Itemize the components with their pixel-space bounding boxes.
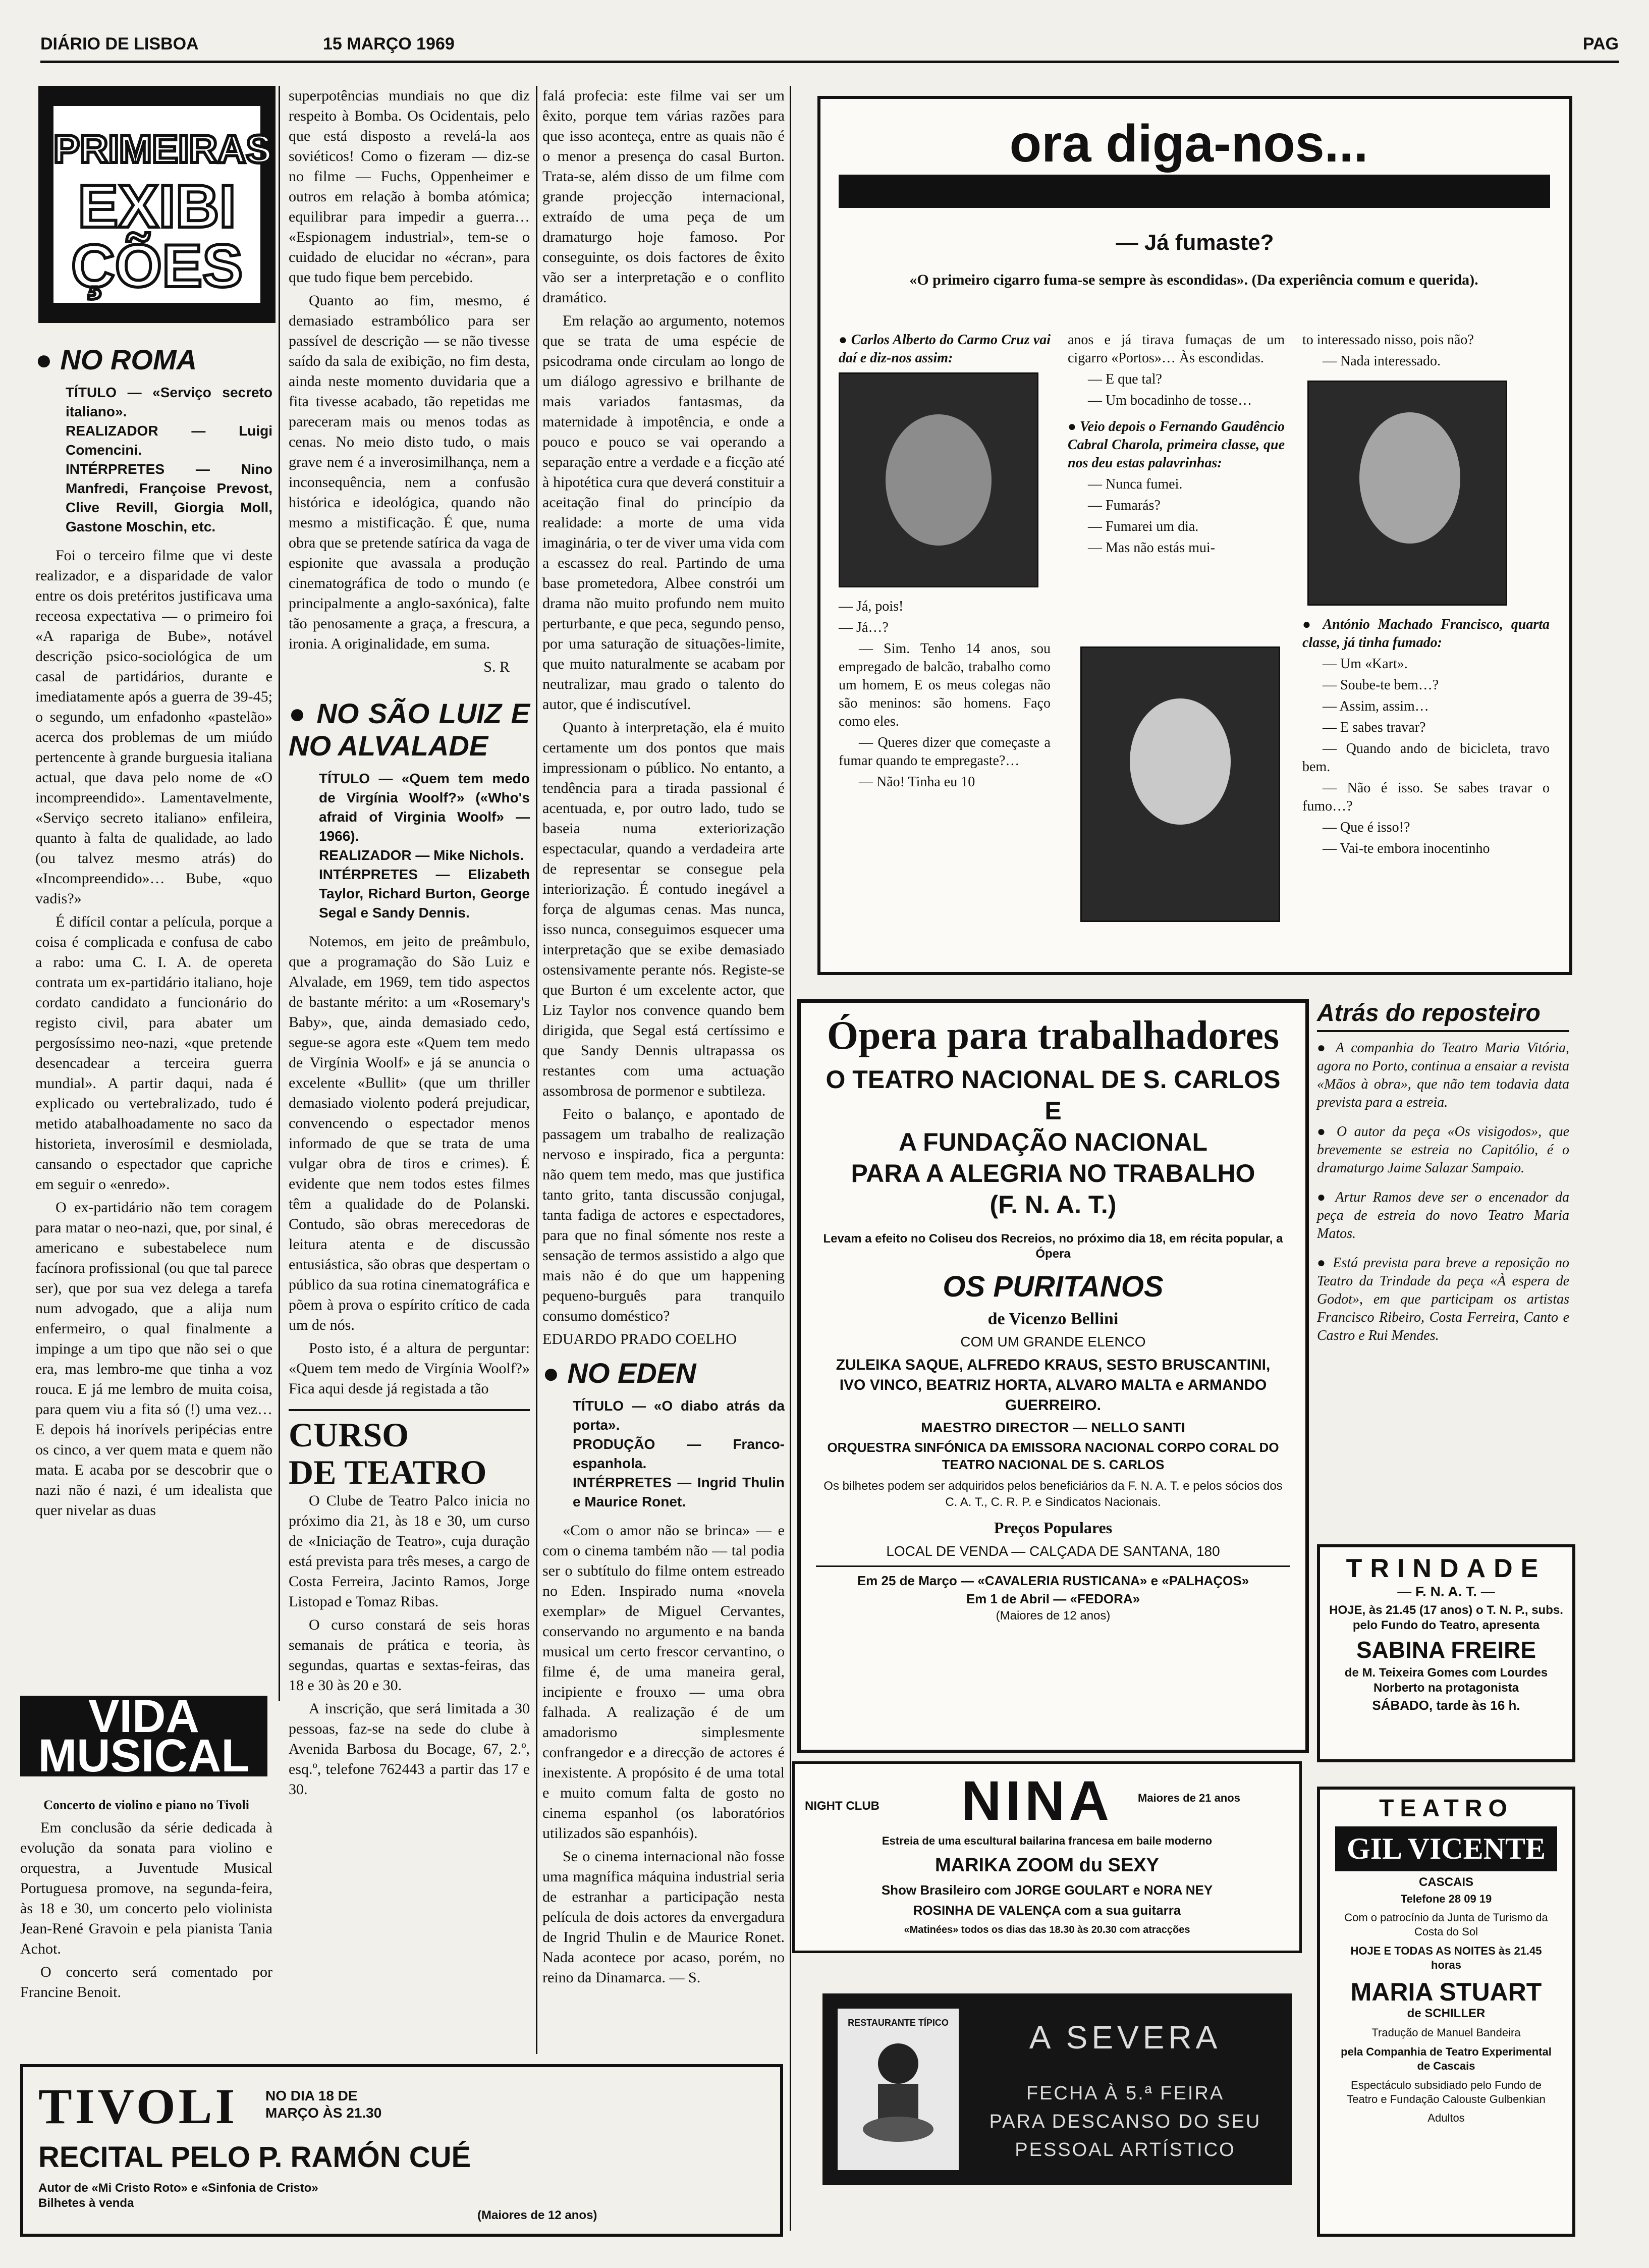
signature: EDUARDO PRADO COELHO bbox=[542, 1331, 737, 1347]
play-title: MARIA STUART bbox=[1350, 1978, 1542, 2006]
feature-title: ora diga-nos... bbox=[1009, 115, 1368, 173]
column-rule bbox=[536, 86, 537, 2054]
interview-3: to interessado nisso, pois não? — Nada interessado. ● António Machado Francisco, quarta classe, já tinha fumado: — Um «Kart». — Soube-te bem…? — Assim, assim… — E sabes travar? — Quando ando de bicicleta, travo bem. — Não é isso. Se sabes travar o fumo…? — Que é isso!? — Vai-te embora inocentinho bbox=[1302, 332, 1550, 856]
opera-name: OS PURITANOS bbox=[943, 1270, 1164, 1303]
logo-line: ÇÕES bbox=[71, 232, 243, 300]
maestro: MAESTRO DIRECTOR — NELLO SANTI bbox=[921, 1420, 1185, 1435]
article-paragraph: O Clube de Teatro Palco inicia no próximo dia 21, às 18 e 30, um curso de «Iniciação de Teatro», cuja duração está prevista para três meses, a cargo de Costa Ferreira, Jacinto Ramos, Jorge Listopad e Tomaz Ribas. bbox=[289, 1492, 530, 1610]
vida-musical-article bbox=[20, 1797, 272, 2006]
ad-title: Ópera para trabalhadores bbox=[827, 1013, 1280, 1058]
age-rating: (Maiores de 12 anos) bbox=[477, 2208, 597, 2222]
column-rule bbox=[790, 86, 791, 2231]
interviewee-photo bbox=[1080, 646, 1280, 922]
next-performance: Em 25 de Março — «CAVALERIA RUSTICANA» e «PALHAÇOS» bbox=[857, 1573, 1249, 1588]
review-paragraph: falá profecia: este filme vai ser um êxito, porque tem várias razões para que isso aconteça, entre as quais não é o menor a presença do casal Burton. Trata-se, além disso de um filme com grande projecção internacional, extraído de uma peça de um dramaturgo hoje famoso. Por conseguinte, os dois factores de êxito vão ser a interpretação e o conflito dramático. bbox=[542, 87, 785, 306]
vida-musical-logo: VIDA MUSICAL bbox=[20, 1696, 267, 1776]
logo-line: PRIMEIRAS bbox=[53, 127, 272, 171]
logo-line: EXIBI bbox=[78, 173, 236, 240]
interviewee-intro: ● Carlos Alberto do Carmo Cruz vai daí e diz-nos assim: bbox=[839, 332, 1051, 366]
article-paragraph: A inscrição, que será limitada a 30 pessoas, faz-se na sede do clube à Avenida Barbosa du Bocage, 67, 2.º, esq.º, telefone 762443 a partir das 17 e 30. bbox=[289, 1700, 530, 1798]
curso-title: CURSO DE TEATRO bbox=[289, 1409, 530, 1491]
a-severa-ad bbox=[822, 1993, 1292, 2185]
page-header bbox=[40, 30, 1619, 63]
venue-type: NIGHT CLUB bbox=[805, 1799, 880, 1813]
next-performance: Em 1 de Abril — «FEDORA» bbox=[966, 1591, 1140, 1606]
interview-2: anos e já tirava fumaças de um cigarro «Portos»… Às escondidas. — E que tal? — Um bocadinho de tosse… ● Veio depois o Fernando Gaudêncio Cabral Charola, primeira classe, que nos deu estas palavrinhas: — Nunca fumei. — Fumarás? — Fumarei um dia. — Mas não estás mui- bbox=[1068, 332, 1285, 556]
feature-intro: «O primeiro cigarro fuma-se sempre às escondidas». (Da experiência comum e querida). bbox=[909, 272, 1478, 288]
review-paragraph: superpotências mundiais no que diz respeito à Bomba. Os Ocidentais, pelo que está disposto a revelá-la aos soviéticos! Como o fizeram — diz-se no filme — Fuchs, Oppenheimer e outros em relação à bomba atómica; equilibrar para impedir a guerra… «Espionagem industrial», tem-se o cuidado de elucidar no «écran», para que tudo fique bem percebido. bbox=[289, 87, 530, 286]
age-rating: Maiores de 21 anos bbox=[1138, 1792, 1240, 1804]
theatre-name: GIL VICENTE bbox=[1335, 1826, 1557, 1871]
composer: de Vicenzo Bellini bbox=[987, 1310, 1119, 1328]
prices: Preços Populares bbox=[994, 1519, 1113, 1537]
ad-lead: Levam a efeito no Coliseu dos Recreios, no próximo dia 18, em récita popular, a Ópera bbox=[823, 1232, 1283, 1261]
interviewee-photo bbox=[839, 372, 1038, 587]
news-item: ● Está prevista para breve a reposição no Teatro da Trindade da peça «À espera de Godot», em que participam os artistas Francisco Ribeiro, Costa Ferreira, Canto e Castro e Rui Mendes. bbox=[1317, 1255, 1569, 1343]
column-1 bbox=[35, 338, 272, 1524]
review-paragraph: O ex-partidário não tem coragem para matar o neo-nazi, que, por sinal, é americano e subestabelece num facínora profissional (ou que tal parece ser), que por sua vez delega a tarefa num advogado, que a alija num enfermeiro, o qual finalmente a impinge a um tipo que não sei o que era, mas lembro-me que tinha a voz rouca. E já me lembro de muita coisa, para quem viu a fita só (!) uma vez… E depois há inorívels peripécias entre os cinco, a ver quem mata e quem não mata. E acaba por se descobrir que o nazi não é nazi, é um idealista que quer nivelar as duas bbox=[35, 1199, 272, 1519]
review-paragraph: Foi o terceiro filme que vi deste realizador, e a disparidade de valor entre os dois pretéritos justificava uma receosa expectativa — o primeiro foi «A rapariga de Bube», notável descrição psico-sociológica de um casal de partidários, durante e imediatamente após a guerra de 39-45; o segundo, um enfadonho «pastelão» acerca dos problemas de um miúdo pertencente à grande burguesia italiana actual, que dava pelo nome de «O incompreendido». Lamentavelmente, «Serviço secreto italiano» enfileira, quanto à falta de qualidade, ao lado (ou talvez mesmo atrás) do «Incompreendido»… Bube, «quo vadis?» bbox=[35, 547, 272, 907]
interviewee-photo bbox=[1307, 381, 1507, 606]
review-paragraph: Feito o balanço, e apontado de passagem um trabalho de realização nervoso e inspirado, fica a pergunta: não quem tem medo, mas que justifica tanto grito, tanta discussão conjugal, tanta fadiga de actores e espectadores, para que no final sómente nos reste a sensação de termos assistido a algo que mais não é do que um happening pequeno-burguês para tranquilo consumo doméstico? bbox=[542, 1106, 785, 1324]
review-paragraph: Posto isto, é a altura de perguntar: «Quem tem medo de Virgínia Woolf?» Fica aqui desde já registada a tão bbox=[289, 1340, 530, 1397]
issue-date: 15 MARÇO 1969 bbox=[323, 34, 455, 53]
club-name: NINA bbox=[961, 1770, 1113, 1832]
restaurant-emblem: RESTAURANTE TÍPICO bbox=[838, 2009, 959, 2170]
section-caption-eden: ● NO EDEN bbox=[542, 1357, 696, 1389]
section-caption-roma: ● NO ROMA bbox=[35, 344, 197, 375]
review-paragraph: Se o cinema internacional não fosse uma magnífica máquina industrial seria de estranhar a participação nesta película de dois actores da envergadura de Ingrid Thulin e de Maurice Ronet. Nada acontece por acaso, porém, no reino da Dinamarca. — S. bbox=[542, 1848, 785, 1986]
news-item: ● Artur Ramos deve ser o encenador da peça de estreia do novo Teatro Maria Matos. bbox=[1317, 1190, 1569, 1241]
cast-heading: COM UM GRANDE ELENCO bbox=[960, 1334, 1146, 1349]
column-2 bbox=[289, 86, 530, 1803]
restaurant-name: A SEVERA bbox=[1029, 2019, 1222, 2056]
nina-nightclub-ad: NIGHT CLUB NINA Maiores de 21 anos Estreia de uma escultural bailarina francesa em baile moderno MARIKA ZOOM du SEXY Show Brasileiro com JORGE GOULART e NORA NEY ROSINHA DE VALENÇA com a sua guitarra «Matinées» todos os dias das 18.30 às 20.30 com atracções bbox=[792, 1761, 1302, 1953]
orchestra: ORQUESTRA SINFÓNICA DA EMISSORA NACIONAL CORPO CORAL DO TEATRO NACIONAL DE S. CARLOS bbox=[827, 1440, 1279, 1472]
ticket-info: Os bilhetes podem ser adquiridos pelos beneficiários da F. N. A. T. e pelos sócios dos C. A. T., C. R. P. e Sindicatos Nacionais. bbox=[823, 1479, 1283, 1509]
news-item: ● A companhia do Teatro Maria Vitória, agora no Porto, continua a ensaiar a revista «Mãos à obra», que não tem todavia data prevista para a estreia. bbox=[1317, 1040, 1569, 1110]
review-paragraph: «Com o amor não se brinca» — e com o cinema também não — tal podia ser o subtítulo do filme ontem estreado no Eden. Inspirado numa «novela exemplar» de Miguel Cervantes, conservando no argumento e na banda musical um certo frescor cervantino, o filme é, de uma maneira geral, incipiente e frouxo — uma obra falhada. A realização é de um amadorismo simplesmente confrangedor e a direcção de actores é inexistente. A propósito é de uma total e muito comum falta de gosto no cinema espanhol (os laboratórios utilizados são espanhóis). bbox=[542, 1522, 785, 1842]
gil-vicente-ad: TEATRO GIL VICENTE CASCAIS Telefone 28 09 19 Com o patrocínio da Junta de Turismo da Costa do Sol HOJE E TODAS AS NOITES às 21.45 horas MARIA STUART de SCHILLER Tradução de Manuel Bandeira pela Companhia de Teatro Experimental de Cascais Espectáculo subsidiado pelo Fundo de Teatro e Fundação Calouste Gulbenkian Adultos bbox=[1317, 1787, 1575, 2237]
play-title: SABINA FREIRE bbox=[1356, 1637, 1536, 1663]
review-paragraph: É difícil contar a película, porque a coisa é complicada e confusa de cabo a rabo: uma C. I. A. de opereta contrata um ex-partidário italiano, hoje cordato candidato a funcionário do registo civil, para abater um pergosíssimo neo-nazi, «que pretende desencadear a terceira guerra mundial». A partir daqui, nada é explicado ou vertebralizado, tudo é metido atabalhoadamente no saco da historieta, inverosímil e desmiolada, cansando o espectador que capriche em seguir o «enredo». bbox=[35, 913, 272, 1193]
review-paragraph: Notemos, em jeito de preâmbulo, que a programação do São Luiz e Alvalade, em 1969, tem tido aspectos de bastante mérito: a um «Rosemary's Baby», que, ainda demasiado cedo, segue-se agora este «Quem tem medo de Virgínia Woolf» e já se anuncia o excelente «Bullit» (que um thriller demasiado violento poderá prejudicar, convencendo o espectador menos informado de que se trata de uma vulgar obra de tiros e crimes). É evidente que nem todos estes filmes têm a qualidade do de Polanski. Contudo, são obras merecedoras de leitura atenta e de discussão entusiástica, são obras que despertam o público da sua rotina cinematográfica e põem à prova o espírito crítico de cada um de nós. bbox=[289, 933, 530, 1333]
closing-notice: FECHA À 5.ª FEIRA PARA DESCANSO DO SEU PESSOAL ARTÍSTICO bbox=[989, 2083, 1261, 2161]
article-subtitle: Concerto de violino e piano no Tivoli bbox=[43, 1798, 249, 1812]
ora-diga-nos-feature bbox=[817, 96, 1572, 975]
article-paragraph: Em conclusão da série dedicada à evolução da sonata para violino e orquestra, a Juventude Musical Portuguesa promove, na segunda-feira, às 18 e 30, um concerto pelo violinista Jean-René Gravoin e pela pianista Tania Achot. bbox=[20, 1819, 272, 1957]
opera-ad bbox=[797, 999, 1309, 1753]
atras-do-reposteiro bbox=[1317, 999, 1569, 1348]
review-paragraph: Quanto à interpretação, ela é muito certamente um dos pontos que mais impressionam o público. No entanto, a tendência para a tirada passional é acentuada, e, por outro lado, tudo se baseia numa exteriorização espectacular, quando a verdadeira arte de representar se consegue pela interiorização. É contudo inegável a força de algumas cenas. Mas nunca, isso nunca, conseguimos esquecer uma interpretação que se exibe demasiado ostensivamente perante nós. Registe-se que Burton é um excelente actor, que Liz Taylor nos convence quando bem dirigida, que Segal está certíssimo e que Sandy Dennis ultrapassa os restantes com uma actuação assombrosa de pormenor e subtileza. bbox=[542, 719, 785, 1099]
news-item: ● O autor da peça «Os visigodos», que brevemente se estreia no Capitólio, é o dramaturgo Jaime Salazar Sampaio. bbox=[1317, 1124, 1569, 1176]
article-paragraph: O curso constará de seis horas semanais de prática e teoria, às segundas, quartas e sextas-feiras, das 18 e 30 às 20 e 30. bbox=[289, 1616, 530, 1694]
section-title: Atrás do reposteiro bbox=[1317, 999, 1569, 1032]
review-paragraph: Quanto ao fim, mesmo, é demasiado estrambólico para ser passível de descrição — se não tivesse saído da sala de exibição, no fim desta, ainda neste momento duvidaria que a fita tivesse acabado, tão repetidas me pareceram mais ou menos todas as cenas. No meio disto tudo, o mais grave nem é a inverosimilhança, nem a inconsequência, nem a confusão histórica e ideológica, quando não mesmo a mistificação. É que, numa obra que se pretende satírica da vaga de espionite que avassala a produção cinematográfica de todo o mundo (e principalmente a anglo-saxónica), falte tão penosamente a graça, a frescura, a ironia. A originalidade, em suma. bbox=[289, 292, 530, 652]
signature: S. R bbox=[483, 659, 510, 675]
sales-venue: LOCAL DE VENDA — CALÇADA DE SANTANA, 180 bbox=[816, 1543, 1290, 1567]
article-paragraph: O concerto será comentado por Francine Benoit. bbox=[20, 1964, 272, 2001]
film-credits: TÍTULO — «O diabo atrás da porta». PRODUÇÃO — Franco-espanhola. INTÉRPRETES — Ingrid Thulin e Maurice Ronet. bbox=[573, 1398, 785, 1509]
film-credits: TÍTULO — «Quem tem medo de Virgínia Woolf?» («Who's afraid of Virginia Woolf» — 1966). REALIZADOR — Mike Nichols. INTÉRPRETES — Elizabeth Taylor, Richard Burton, George Segal e Sandy Dennis. bbox=[319, 771, 530, 921]
review-paragraph: Em relação ao argumento, notemos que se trata de uma espécie de psicodrama onde circulam ao longo de um diálogo agressivo e brilhante de mais variados fantasmas, da maternidade à impotência, e onde a pouco e pouco se vai operando a separação entre a verdade e a ficção até à hipotética cura que deverá constituir a aceitação final do princípio da realidade: a morte de uma vida imaginária, o ter de viver uma vida com a escassez do real. Partindo de uma base prometedora, Albee constrói um drama não muito profundo nem muito perturbante, e que peca, segundo penso, por uma saturação de situações-limite, que muito naturalmente se acabam por neutralizar, mau grado o talento do autor, que é indiscutível. bbox=[542, 312, 785, 713]
feature-question: — Já fumaste? bbox=[1116, 230, 1274, 255]
title-bar bbox=[839, 175, 1550, 208]
venue-name: TIVOLI bbox=[38, 2078, 238, 2134]
interviewee-intro: ● Veio depois o Fernando Gaudêncio Cabral Charola, primeira classe, que nos deu estas palavrinhas: bbox=[1068, 419, 1285, 471]
column-rule bbox=[279, 86, 280, 1701]
guitar-player-icon bbox=[848, 2028, 949, 2149]
column-3 bbox=[542, 86, 785, 1991]
event-details: Autor de «Mi Cristo Roto» e «Sinfonia de Cristo» Bilhetes à venda bbox=[38, 2181, 318, 2210]
age-rating: (Maiores de 12 anos) bbox=[996, 1609, 1111, 1623]
theatre-name: TRINDADE bbox=[1346, 1554, 1547, 1583]
trindade-ad: TRINDADE — F. N. A. T. — HOJE, às 21.45 (17 anos) o T. N. P., subs. pelo Fundo do Teatro, apresenta SABINA FREIRE de M. Teixeira Gomes com Lourdes Norberto na protagonista SÁBADO, tarde às 16 h. bbox=[1317, 1544, 1575, 1762]
interviewee-intro: ● António Machado Francisco, quarta classe, já tinha fumado: bbox=[1302, 617, 1550, 651]
section-caption-sao-luiz: ● NO SÃO LUIZ E NO ALVALADE bbox=[289, 697, 530, 762]
headliner: MARIKA ZOOM du SEXY bbox=[935, 1855, 1160, 1876]
cast-list: ZULEIKA SAQUE, ALFREDO KRAUS, SESTO BRUSCANTINI, IVO VINCO, BEATRIZ HORTA, ALVARO MALTA e ARMANDO GUERREIRO. bbox=[836, 1357, 1271, 1414]
tivoli-ad bbox=[20, 2064, 783, 2237]
page-label: PAG bbox=[1582, 34, 1619, 53]
newspaper-name: DIÁRIO DE LISBOA bbox=[40, 34, 199, 53]
interview-1: ● Carlos Alberto do Carmo Cruz vai daí e diz-nos assim: — Já, pois! — Já…? — Sim. Tenho 14 anos, sou empregado de balcão, trabalho como um homem, E os meus colegas não são meninos: são homens. Faço como eles. — Queres dizer que começaste a fumar quando te empregaste?… — Não! Tinha eu 10 bbox=[839, 332, 1051, 790]
event-date: NO DIA 18 DE MARÇO ÀS 21.30 bbox=[265, 2088, 382, 2121]
recital-title: RECITAL PELO P. RAMÓN CUÉ bbox=[38, 2141, 471, 2174]
organizers: O TEATRO NACIONAL DE S. CARLOS E A FUNDAÇÃO NACIONAL PARA A ALEGRIA NO TRABALHO (F. N. A. T.) bbox=[826, 1065, 1281, 1219]
film-credits: TÍTULO — «Serviço secreto italiano». REALIZADOR — Luigi Comencini. INTÉRPRETES — Nino Manfredi, Françoise Prevost, Clive Revill, Giorgia Moll, Gastone Moschin, etc. bbox=[66, 385, 272, 534]
primeiras-exibicoes-logo bbox=[38, 86, 276, 323]
